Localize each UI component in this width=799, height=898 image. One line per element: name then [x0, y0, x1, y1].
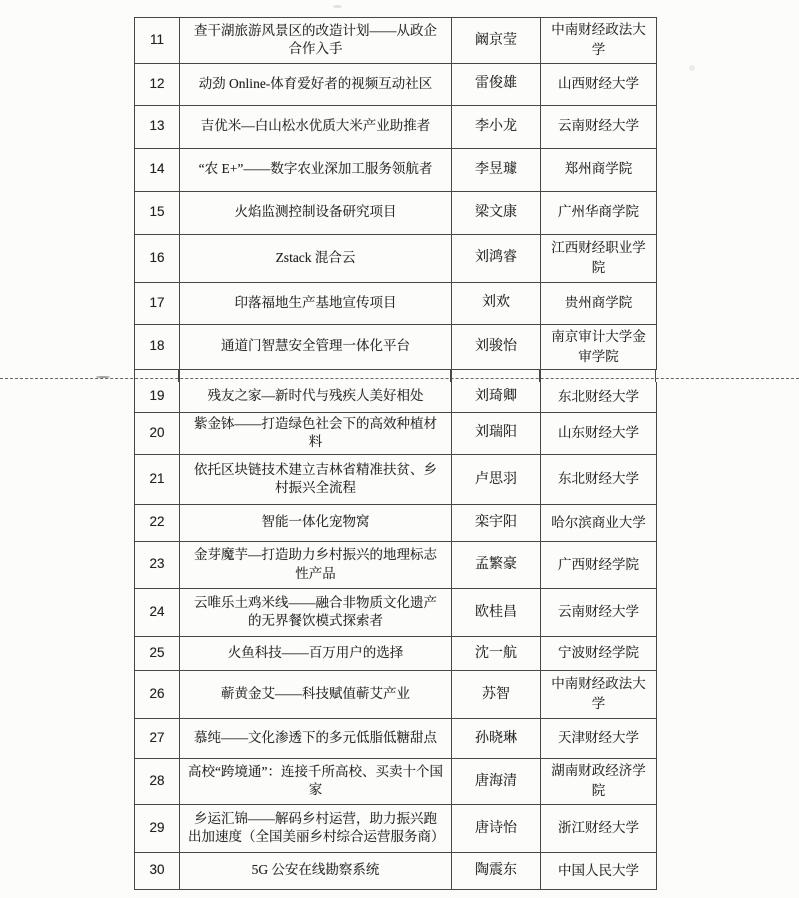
row-number-cell: 13	[135, 105, 180, 148]
table-row	[135, 324, 657, 370]
table-row	[135, 412, 657, 454]
leader-name-cell: 唐诗怡	[452, 804, 541, 852]
results-table-lower	[134, 382, 657, 890]
row-number-cell: 16	[135, 234, 180, 282]
column-line	[450, 370, 452, 382]
project-title-cell: 通道门智慧安全管理一体化平台	[180, 324, 452, 370]
leader-name-cell: 刘瑞阳	[452, 412, 541, 454]
university-cell: 东北财经大学	[541, 382, 657, 412]
table-row	[135, 282, 657, 324]
results-table-wrapper	[134, 17, 656, 890]
column-line	[178, 370, 180, 382]
university-cell: 中南财经政法大学	[541, 670, 657, 718]
table-row	[135, 758, 657, 804]
leader-name-cell: 栾宇阳	[452, 504, 541, 541]
row-number-cell: 28	[135, 758, 180, 804]
university-cell: 贵州商学院	[541, 282, 657, 324]
leader-name-cell: 刘欢	[452, 282, 541, 324]
row-number-cell: 15	[135, 191, 180, 234]
leader-name-cell: 阚京莹	[452, 18, 541, 64]
row-number-cell: 20	[135, 412, 180, 454]
leader-name-cell: 陶震东	[452, 852, 541, 889]
project-title-cell: 5G 公安在线勘察系统	[180, 852, 452, 889]
project-title-cell: 印落福地生产基地宣传项目	[180, 282, 452, 324]
university-cell: 广西财经学院	[541, 541, 657, 588]
table-row	[135, 670, 657, 718]
university-cell: 云南财经大学	[541, 105, 657, 148]
leader-name-cell: 孟繁豪	[452, 541, 541, 588]
university-cell: 中南财经政法大学	[541, 18, 657, 64]
table-row	[135, 454, 657, 504]
table-row	[135, 18, 657, 64]
university-cell: 南京审计大学金审学院	[541, 324, 657, 370]
row-number-cell: 11	[135, 18, 180, 64]
row-number-cell: 21	[135, 454, 180, 504]
project-title-cell: 吉优米—白山松水优质大米产业助推者	[180, 105, 452, 148]
leader-name-cell: 苏智	[452, 670, 541, 718]
university-cell: 云南财经大学	[541, 588, 657, 636]
university-cell: 山东财经大学	[541, 412, 657, 454]
project-title-cell: 火鱼科技——百万用户的选择	[180, 636, 452, 670]
project-title-cell: Zstack 混合云	[180, 234, 452, 282]
leader-name-cell: 刘琦卿	[452, 382, 541, 412]
scan-speck	[689, 65, 695, 71]
leader-name-cell: 雷俊雄	[452, 63, 541, 105]
row-number-cell: 17	[135, 282, 180, 324]
project-title-cell: “农 E+”——数字农业深加工服务领航者	[180, 148, 452, 191]
university-cell: 东北财经大学	[541, 454, 657, 504]
results-table-upper	[134, 17, 657, 370]
row-number-cell: 19	[135, 382, 180, 412]
table-row	[135, 382, 657, 412]
leader-name-cell: 李昱璩	[452, 148, 541, 191]
table-row	[135, 588, 657, 636]
leader-name-cell: 孙晓琳	[452, 718, 541, 758]
project-title-cell: 残友之家—新时代与残疾人美好相处	[180, 382, 452, 412]
scan-speck	[333, 5, 342, 8]
university-cell: 浙江财经大学	[541, 804, 657, 852]
table-row	[135, 541, 657, 588]
table-row	[135, 148, 657, 191]
row-number-cell: 22	[135, 504, 180, 541]
row-number-cell: 24	[135, 588, 180, 636]
table-row	[135, 852, 657, 889]
row-number-cell: 27	[135, 718, 180, 758]
university-cell: 江西财经职业学院	[541, 234, 657, 282]
table-row	[135, 105, 657, 148]
row-number-cell: 23	[135, 541, 180, 588]
column-line	[539, 370, 541, 382]
row-number-cell: 29	[135, 804, 180, 852]
project-title-cell: 乡运汇锦——解码乡村运营，助力振兴跑出加速度（全国美丽乡村综合运营服务商）	[180, 804, 452, 852]
row-number-cell: 14	[135, 148, 180, 191]
project-title-cell: 查干湖旅游风景区的改造计划——从政企合作入手	[180, 18, 452, 64]
table-row	[135, 234, 657, 282]
university-cell: 中国人民大学	[541, 852, 657, 889]
table-row	[135, 504, 657, 541]
table-row	[135, 63, 657, 105]
project-title-cell: 依托区块链技术建立吉林省精准扶贫、乡村振兴全流程	[180, 454, 452, 504]
leader-name-cell: 沈一航	[452, 636, 541, 670]
university-cell: 山西财经大学	[541, 63, 657, 105]
project-title-cell: 蕲黄金艾——科技赋值蕲艾产业	[180, 670, 452, 718]
project-title-cell: 慕纯——文化渗透下的多元低脂低糖甜点	[180, 718, 452, 758]
row-number-cell: 30	[135, 852, 180, 889]
table-row	[135, 718, 657, 758]
page-seam-gap	[134, 370, 656, 382]
university-cell: 广州华商学院	[541, 191, 657, 234]
project-title-cell: 云唯乐土鸡米线——融合非物质文化遗产的无界餐饮模式探索者	[180, 588, 452, 636]
university-cell: 宁波财经学院	[541, 636, 657, 670]
university-cell: 湖南财政经济学院	[541, 758, 657, 804]
leader-name-cell: 刘骏怡	[452, 324, 541, 370]
leader-name-cell: 李小龙	[452, 105, 541, 148]
page-seam-line	[0, 378, 799, 379]
project-title-cell: 高校“跨境通”：连接千所高校、买卖十个国家	[180, 758, 452, 804]
university-cell: 哈尔滨商业大学	[541, 504, 657, 541]
project-title-cell: 动劲 Online-体育爱好者的视频互动社区	[180, 63, 452, 105]
row-number-cell: 26	[135, 670, 180, 718]
table-row	[135, 804, 657, 852]
project-title-cell: 智能一体化宠物窝	[180, 504, 452, 541]
leader-name-cell: 梁文康	[452, 191, 541, 234]
project-title-cell: 火焰监测控制设备研究项目	[180, 191, 452, 234]
university-cell: 天津财经大学	[541, 718, 657, 758]
leader-name-cell: 刘鸿睿	[452, 234, 541, 282]
project-title-cell: 紫金钵——打造绿色社会下的高效种植材料	[180, 412, 452, 454]
table-row	[135, 636, 657, 670]
table-row	[135, 191, 657, 234]
leader-name-cell: 欧桂昌	[452, 588, 541, 636]
row-number-cell: 25	[135, 636, 180, 670]
row-number-cell: 18	[135, 324, 180, 370]
row-number-cell: 12	[135, 63, 180, 105]
university-cell: 郑州商学院	[541, 148, 657, 191]
leader-name-cell: 唐海清	[452, 758, 541, 804]
project-title-cell: 金芽魔芋—打造助力乡村振兴的地理标志性产品	[180, 541, 452, 588]
leader-name-cell: 卢思羽	[452, 454, 541, 504]
